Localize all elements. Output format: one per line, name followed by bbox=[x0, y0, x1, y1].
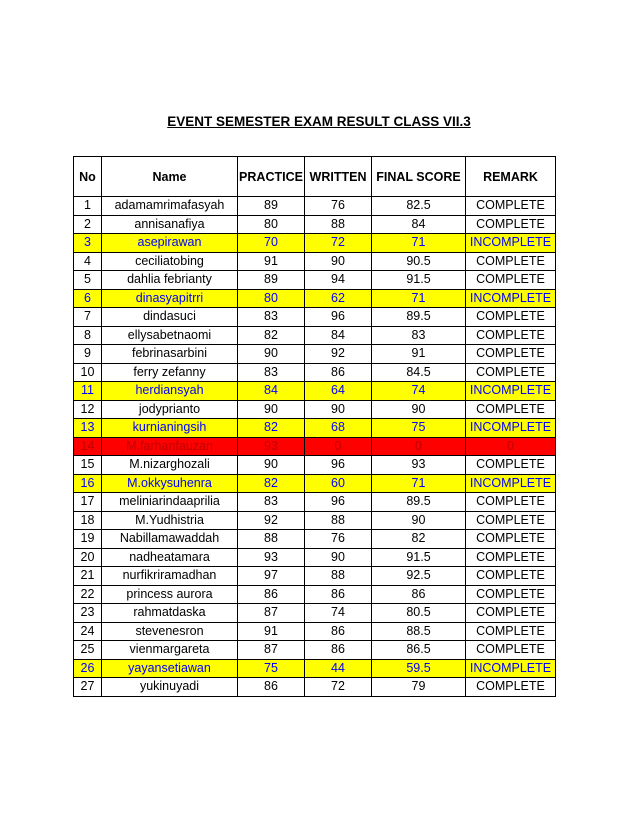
cell-remark: COMPLETE bbox=[466, 511, 556, 530]
cell-remark: COMPLETE bbox=[466, 456, 556, 475]
cell-remark: 0 bbox=[466, 437, 556, 456]
cell-final-score: 71 bbox=[372, 234, 466, 253]
cell-final-score: 89.5 bbox=[372, 493, 466, 512]
cell-name: nadheatamara bbox=[102, 548, 238, 567]
cell-name: vienmargareta bbox=[102, 641, 238, 660]
cell-written: 96 bbox=[305, 456, 372, 475]
cell-name: dindasuci bbox=[102, 308, 238, 327]
table-body bbox=[74, 197, 556, 697]
cell-name: M.farhanfauzan bbox=[102, 437, 238, 456]
cell-no: 8 bbox=[74, 326, 102, 345]
cell-final-score: 82 bbox=[372, 530, 466, 549]
cell-written: 72 bbox=[305, 678, 372, 697]
cell-practice: 91 bbox=[238, 622, 305, 641]
table-row bbox=[74, 400, 556, 419]
cell-remark: COMPLETE bbox=[466, 585, 556, 604]
cell-practice: 90 bbox=[238, 400, 305, 419]
cell-written: 0 bbox=[305, 437, 372, 456]
cell-no: 10 bbox=[74, 363, 102, 382]
table-row bbox=[74, 548, 556, 567]
cell-written: 94 bbox=[305, 271, 372, 290]
cell-remark: COMPLETE bbox=[466, 400, 556, 419]
header-no: No bbox=[74, 157, 102, 197]
cell-practice: 92 bbox=[238, 511, 305, 530]
table-row bbox=[74, 252, 556, 271]
cell-written: 72 bbox=[305, 234, 372, 253]
header-name: Name bbox=[102, 157, 238, 197]
cell-practice: 82 bbox=[238, 419, 305, 438]
cell-remark: INCOMPLETE bbox=[466, 289, 556, 308]
cell-practice: 89 bbox=[238, 271, 305, 290]
cell-name: dinasyapitrri bbox=[102, 289, 238, 308]
cell-name: rahmatdaska bbox=[102, 604, 238, 623]
cell-name: princess aurora bbox=[102, 585, 238, 604]
cell-written: 76 bbox=[305, 197, 372, 216]
cell-final-score: 59.5 bbox=[372, 659, 466, 678]
cell-practice: 82 bbox=[238, 474, 305, 493]
cell-name: kurnianingsih bbox=[102, 419, 238, 438]
cell-name: ellysabetnaomi bbox=[102, 326, 238, 345]
cell-written: 76 bbox=[305, 530, 372, 549]
cell-practice: 83 bbox=[238, 493, 305, 512]
cell-name: febrinasarbini bbox=[102, 345, 238, 364]
cell-practice: 91 bbox=[238, 252, 305, 271]
cell-final-score: 91 bbox=[372, 345, 466, 364]
cell-practice: 90 bbox=[238, 456, 305, 475]
cell-remark: INCOMPLETE bbox=[466, 419, 556, 438]
cell-name: yukinuyadi bbox=[102, 678, 238, 697]
cell-name: stevenesron bbox=[102, 622, 238, 641]
table-row bbox=[74, 419, 556, 438]
table-row bbox=[74, 271, 556, 290]
cell-name: ceciliatobing bbox=[102, 252, 238, 271]
cell-final-score: 89.5 bbox=[372, 308, 466, 327]
cell-practice: 88 bbox=[238, 530, 305, 549]
table-row bbox=[74, 326, 556, 345]
cell-name: M.Yudhistria bbox=[102, 511, 238, 530]
cell-written: 84 bbox=[305, 326, 372, 345]
cell-practice: 93 bbox=[238, 548, 305, 567]
header-practice: PRACTICE bbox=[238, 157, 305, 197]
cell-no: 14 bbox=[74, 437, 102, 456]
table-row bbox=[74, 215, 556, 234]
cell-remark: COMPLETE bbox=[466, 363, 556, 382]
cell-name: Nabillamawaddah bbox=[102, 530, 238, 549]
cell-name: meliniarindaaprilia bbox=[102, 493, 238, 512]
cell-final-score: 71 bbox=[372, 289, 466, 308]
cell-final-score: 71 bbox=[372, 474, 466, 493]
table-row bbox=[74, 585, 556, 604]
cell-final-score: 82.5 bbox=[372, 197, 466, 216]
cell-no: 17 bbox=[74, 493, 102, 512]
cell-name: yayansetiawan bbox=[102, 659, 238, 678]
table-row bbox=[74, 604, 556, 623]
cell-written: 90 bbox=[305, 252, 372, 271]
table-row bbox=[74, 622, 556, 641]
table-header-row bbox=[74, 157, 556, 197]
cell-no: 2 bbox=[74, 215, 102, 234]
cell-final-score: 93 bbox=[372, 456, 466, 475]
cell-final-score: 74 bbox=[372, 382, 466, 401]
table-row bbox=[74, 437, 556, 456]
cell-written: 90 bbox=[305, 400, 372, 419]
cell-written: 96 bbox=[305, 493, 372, 512]
cell-written: 86 bbox=[305, 585, 372, 604]
cell-final-score: 84.5 bbox=[372, 363, 466, 382]
cell-written: 68 bbox=[305, 419, 372, 438]
cell-written: 86 bbox=[305, 641, 372, 660]
cell-no: 12 bbox=[74, 400, 102, 419]
cell-final-score: 88.5 bbox=[372, 622, 466, 641]
cell-name: nurfikriramadhan bbox=[102, 567, 238, 586]
table-row bbox=[74, 234, 556, 253]
cell-no: 21 bbox=[74, 567, 102, 586]
cell-no: 20 bbox=[74, 548, 102, 567]
cell-no: 27 bbox=[74, 678, 102, 697]
cell-name: asepirawan bbox=[102, 234, 238, 253]
cell-written: 88 bbox=[305, 215, 372, 234]
cell-no: 24 bbox=[74, 622, 102, 641]
cell-no: 9 bbox=[74, 345, 102, 364]
table-row bbox=[74, 474, 556, 493]
cell-remark: COMPLETE bbox=[466, 622, 556, 641]
cell-name: dahlia febrianty bbox=[102, 271, 238, 290]
table-row bbox=[74, 678, 556, 697]
cell-remark: COMPLETE bbox=[466, 493, 556, 512]
cell-remark: COMPLETE bbox=[466, 345, 556, 364]
header-final-score: FINAL SCORE bbox=[372, 157, 466, 197]
cell-final-score: 86.5 bbox=[372, 641, 466, 660]
table-row bbox=[74, 382, 556, 401]
cell-practice: 93 bbox=[238, 437, 305, 456]
cell-no: 7 bbox=[74, 308, 102, 327]
cell-no: 4 bbox=[74, 252, 102, 271]
cell-final-score: 91.5 bbox=[372, 548, 466, 567]
cell-practice: 97 bbox=[238, 567, 305, 586]
cell-final-score: 86 bbox=[372, 585, 466, 604]
cell-name: jodyprianto bbox=[102, 400, 238, 419]
cell-written: 88 bbox=[305, 567, 372, 586]
cell-remark: COMPLETE bbox=[466, 252, 556, 271]
cell-no: 19 bbox=[74, 530, 102, 549]
cell-remark: COMPLETE bbox=[466, 308, 556, 327]
table-row bbox=[74, 308, 556, 327]
cell-written: 86 bbox=[305, 363, 372, 382]
cell-final-score: 90 bbox=[372, 400, 466, 419]
table-row bbox=[74, 345, 556, 364]
cell-written: 64 bbox=[305, 382, 372, 401]
cell-no: 22 bbox=[74, 585, 102, 604]
cell-remark: COMPLETE bbox=[466, 678, 556, 697]
cell-written: 86 bbox=[305, 622, 372, 641]
cell-final-score: 92.5 bbox=[372, 567, 466, 586]
cell-practice: 86 bbox=[238, 585, 305, 604]
cell-no: 13 bbox=[74, 419, 102, 438]
cell-final-score: 0 bbox=[372, 437, 466, 456]
cell-name: herdiansyah bbox=[102, 382, 238, 401]
results-table bbox=[73, 156, 556, 697]
cell-remark: COMPLETE bbox=[466, 197, 556, 216]
cell-practice: 87 bbox=[238, 641, 305, 660]
cell-practice: 82 bbox=[238, 326, 305, 345]
document-title: EVENT SEMESTER EXAM RESULT CLASS VII.3 bbox=[167, 114, 471, 129]
cell-practice: 89 bbox=[238, 197, 305, 216]
cell-written: 88 bbox=[305, 511, 372, 530]
cell-remark: COMPLETE bbox=[466, 604, 556, 623]
table-row bbox=[74, 530, 556, 549]
table-row bbox=[74, 493, 556, 512]
cell-no: 23 bbox=[74, 604, 102, 623]
cell-final-score: 90.5 bbox=[372, 252, 466, 271]
cell-no: 5 bbox=[74, 271, 102, 290]
cell-written: 92 bbox=[305, 345, 372, 364]
cell-no: 3 bbox=[74, 234, 102, 253]
cell-no: 1 bbox=[74, 197, 102, 216]
cell-final-score: 90 bbox=[372, 511, 466, 530]
cell-no: 6 bbox=[74, 289, 102, 308]
cell-no: 16 bbox=[74, 474, 102, 493]
cell-written: 74 bbox=[305, 604, 372, 623]
cell-remark: COMPLETE bbox=[466, 530, 556, 549]
cell-name: ferry zefanny bbox=[102, 363, 238, 382]
cell-remark: INCOMPLETE bbox=[466, 382, 556, 401]
cell-practice: 87 bbox=[238, 604, 305, 623]
cell-remark: INCOMPLETE bbox=[466, 234, 556, 253]
cell-name: M.nizarghozali bbox=[102, 456, 238, 475]
table-row bbox=[74, 456, 556, 475]
table-row bbox=[74, 511, 556, 530]
cell-name: annisanafiya bbox=[102, 215, 238, 234]
cell-final-score: 75 bbox=[372, 419, 466, 438]
cell-practice: 84 bbox=[238, 382, 305, 401]
cell-remark: COMPLETE bbox=[466, 567, 556, 586]
cell-practice: 80 bbox=[238, 215, 305, 234]
cell-practice: 83 bbox=[238, 308, 305, 327]
cell-practice: 90 bbox=[238, 345, 305, 364]
cell-final-score: 91.5 bbox=[372, 271, 466, 290]
cell-remark: COMPLETE bbox=[466, 326, 556, 345]
cell-name: M.okkysuhenra bbox=[102, 474, 238, 493]
cell-no: 25 bbox=[74, 641, 102, 660]
cell-no: 15 bbox=[74, 456, 102, 475]
cell-remark: COMPLETE bbox=[466, 271, 556, 290]
cell-written: 96 bbox=[305, 308, 372, 327]
cell-written: 60 bbox=[305, 474, 372, 493]
cell-final-score: 79 bbox=[372, 678, 466, 697]
cell-practice: 83 bbox=[238, 363, 305, 382]
cell-written: 62 bbox=[305, 289, 372, 308]
cell-remark: INCOMPLETE bbox=[466, 659, 556, 678]
table-row bbox=[74, 567, 556, 586]
cell-final-score: 83 bbox=[372, 326, 466, 345]
cell-practice: 80 bbox=[238, 289, 305, 308]
header-remark: REMARK bbox=[466, 157, 556, 197]
cell-written: 44 bbox=[305, 659, 372, 678]
header-written: WRITTEN bbox=[305, 157, 372, 197]
table-row bbox=[74, 641, 556, 660]
cell-remark: COMPLETE bbox=[466, 215, 556, 234]
cell-remark: COMPLETE bbox=[466, 641, 556, 660]
cell-written: 90 bbox=[305, 548, 372, 567]
cell-practice: 86 bbox=[238, 678, 305, 697]
cell-remark: INCOMPLETE bbox=[466, 474, 556, 493]
cell-final-score: 80.5 bbox=[372, 604, 466, 623]
table-row bbox=[74, 659, 556, 678]
cell-practice: 70 bbox=[238, 234, 305, 253]
cell-no: 18 bbox=[74, 511, 102, 530]
cell-final-score: 84 bbox=[372, 215, 466, 234]
cell-name: adamamrimafasyah bbox=[102, 197, 238, 216]
cell-practice: 75 bbox=[238, 659, 305, 678]
table-row bbox=[74, 289, 556, 308]
cell-no: 11 bbox=[74, 382, 102, 401]
cell-remark: COMPLETE bbox=[466, 548, 556, 567]
table-row bbox=[74, 197, 556, 216]
table-row bbox=[74, 363, 556, 382]
cell-no: 26 bbox=[74, 659, 102, 678]
